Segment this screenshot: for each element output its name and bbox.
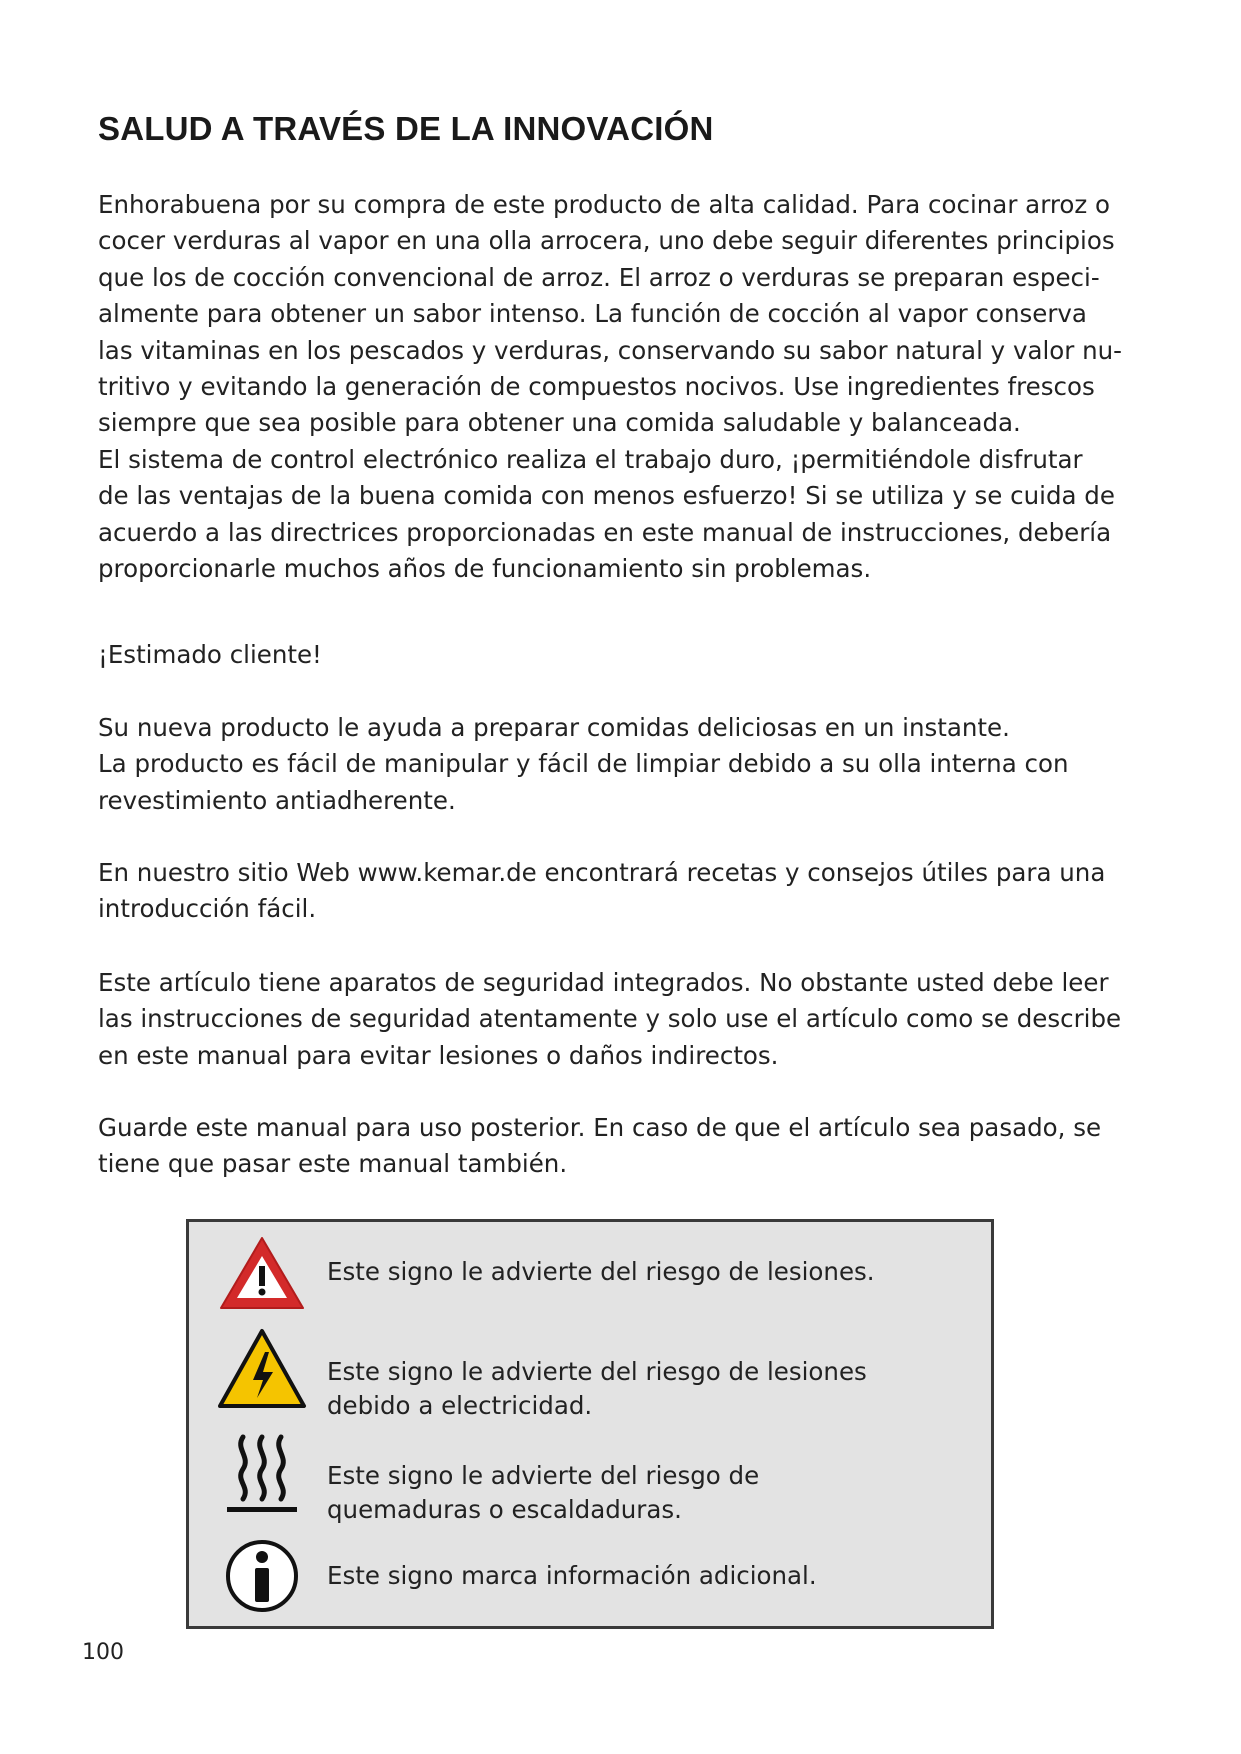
text-line: cocer verduras al vapor en una olla arrocera, uno debe seguir diferentes principios [98,226,1115,256]
safety-paragraph [98,965,1158,1074]
product-paragraph [98,710,1158,819]
text-line: que los de cocción convencional de arroz. El arroz o verduras se preparan especi- [98,262,1100,292]
text-line: Su nueva producto le ayuda a preparar comidas deliciosas en un instante. [98,713,1010,742]
text-line: proporcionarle muchos años de funcionamiento sin problemas. [98,554,872,584]
warning-triangle-icon [217,1234,307,1314]
text-line: Este artículo tiene aparatos de seguridad integrados. No obstante usted debe leer [98,968,1109,997]
text-line: introducción fácil. [98,894,317,924]
text-line: Este signo le advierte del riesgo de lesiones. [327,1257,875,1286]
text-line: de las ventajas de la buena comida con menos esfuerzo! Si se utiliza y se cuida de [98,481,1115,511]
text-line: revestimiento antiadherente. [98,785,456,815]
text-line: siempre que sea posible para obtener una comida saludable y balanceada. [98,408,1021,438]
text-line: las instrucciones de seguridad atentamente y solo use el artículo como se describe [98,1004,1122,1034]
text-line: Este signo le advierte del riesgo de lesiones [327,1357,867,1386]
hot-surface-icon [217,1432,307,1512]
text-line: tiene que pasar este manual también. [98,1149,568,1179]
text-line: Enhorabuena por su compra de este producto de alta calidad. Para cocinar arroz o [98,190,1111,219]
keep-manual-paragraph [98,1110,1158,1183]
text-line: La producto es fácil de manipular y fácil de limpiar debido a su olla interna con [98,749,1069,779]
text-line: Este signo le advierte del riesgo de [327,1461,760,1490]
greeting-text: ¡Estimado cliente! [98,640,322,669]
legend-text-injury [327,1255,947,1289]
text-line: tritivo y evitando la generación de compuestos nocivos. Use ingredientes frescos [98,372,1095,402]
intro-paragraph [98,187,1158,587]
legend-text-electric [327,1355,947,1423]
text-line: en este manual para evitar lesiones o daños indirectos. [98,1040,779,1070]
text-line: acuerdo a las directrices proporcionadas en este manual de instrucciones, debería [98,517,1112,547]
electric-hazard-icon [217,1330,307,1410]
page-number: 100 [82,1640,124,1665]
greeting [98,637,1158,673]
text-line: En nuestro sitio Web www.kemar.de encontrará recetas y consejos útiles para una [98,858,1106,887]
text-line: debido a electricidad. [327,1391,593,1420]
text-line: las vitaminas en los pescados y verduras, conservando su sabor natural y valor nu- [98,335,1123,365]
text-line: quemaduras o escaldaduras. [327,1495,682,1524]
text-line: Este signo marca información adicional. [327,1561,817,1590]
text-line: El sistema de control electrónico realiza el trabajo duro, ¡permitiéndole disfrutar [98,444,1083,474]
text-line: almente para obtener un sabor intenso. La función de cocción al vapor conserva [98,299,1087,329]
text-line: Guarde este manual para uso posterior. En caso de que el artículo sea pasado, se [98,1113,1102,1142]
legend-text-info [327,1559,947,1593]
symbol-legend-box [186,1219,994,1629]
legend-text-burn [327,1459,947,1527]
page-title: SALUD A TRAVÉS DE LA INNOVACIÓN [98,110,714,147]
website-paragraph [98,855,1158,928]
info-icon [217,1536,307,1616]
